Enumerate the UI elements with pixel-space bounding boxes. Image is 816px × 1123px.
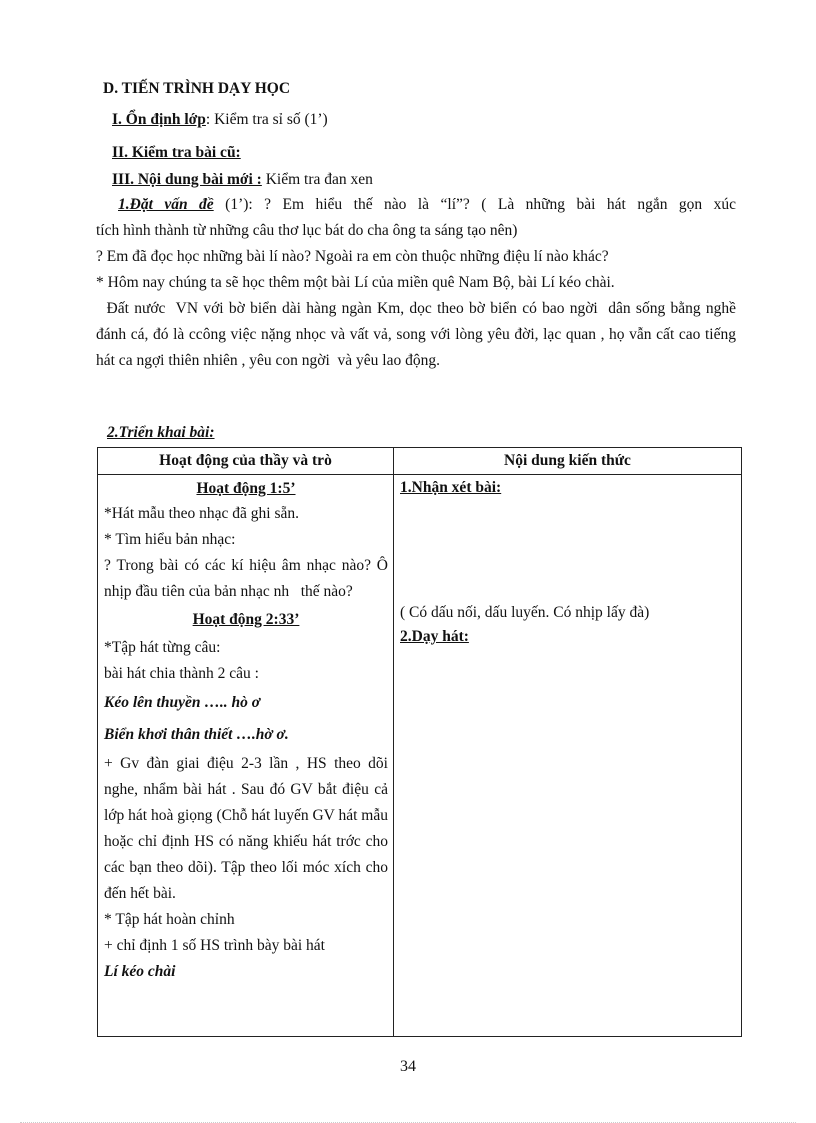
- section-1-label: I. Ổn định lớp: [112, 111, 206, 128]
- knowledge-1-text: ( Có dấu nối, dấu luyến. Có nhịp lấy đà): [400, 604, 650, 621]
- activity-1-title: Hoạt động 1:5’: [196, 480, 296, 497]
- activity-2-line-4: * Tập hát hoàn chỉnh: [104, 911, 235, 928]
- intro-para-4: Đất nước VN với bờ biển dài hàng ngàn Km, dọc theo bờ biển có bao ngời dân sống bằng nghề đánh cá, đó là ccông việc nặng nhọc và vất vả, song với lòng yêu đời, lạc quan , họ vẫn cất cao tiếng hát ca ngợi thiên nhiên , yêu con ngời và yêu lao động.: [96, 300, 740, 369]
- activity-1-line-3: ? Trong bài có các kí hiệu âm nhạc nào? Ô nhịp đầu tiên của bản nhạc nh thế nào?: [104, 557, 392, 600]
- section-2-line: [112, 143, 241, 163]
- section-3-label: III. Nội dung bài mới :: [112, 171, 262, 188]
- activity-2-title: Hoạt động 2:33’: [192, 611, 300, 628]
- table-body-row: [98, 475, 742, 1037]
- intro-line-1: [96, 192, 736, 218]
- page-number: 34: [400, 1058, 416, 1075]
- deploy-heading: [107, 423, 215, 443]
- lesson-table: [97, 447, 742, 1037]
- activities-cell: [98, 475, 394, 1037]
- knowledge-cell: [394, 475, 742, 1037]
- intro-paragraph: [96, 192, 740, 374]
- intro-label: 1.Đặt vấn đề: [118, 196, 214, 213]
- activity-2-line-1: *Tập hát từng câu:: [104, 639, 221, 656]
- section-d-text: D. TIẾN TRÌNH DẠY HỌC: [103, 80, 291, 97]
- intro-line-2: tích hình thành từ những câu thơ lục bát do cha ông ta sáng tạo nên): [96, 222, 518, 239]
- section-d-heading: [103, 79, 290, 99]
- section-1-line: [112, 110, 328, 130]
- knowledge-1-title: 1.Nhận xét bài:: [400, 479, 502, 496]
- intro-para-3: * Hôm nay chúng ta sẽ học thêm một bài Lí của miền quê Nam Bộ, bài Lí kéo chài.: [96, 274, 615, 291]
- knowledge-2-title: 2.Dạy hát:: [400, 628, 469, 645]
- activity-2-line-3: + Gv đàn giai điệu 2-3 lần , HS theo dõi nghe, nhẩm bài hát . Sau đó GV bắt điệu cả lớp hát hoà giọng (Chỗ hát luyến GV hát mẫu hoặc chỉ định HS có năng khiếu hát trớc cho các bạn theo dõi). Tập theo lối móc xích cho đến hết bài.: [104, 755, 388, 902]
- section-1-text: : Kiểm tra sỉ số (1’): [205, 111, 328, 128]
- section-3-line: [112, 170, 373, 190]
- activity-2-verse-2: Biển khơi thân thiết ….hờ ơ.: [104, 726, 289, 743]
- activity-2-verse-1: Kéo lên thuyền ….. hò ơ: [104, 694, 261, 711]
- header-activities: Hoạt động của thầy và trò: [98, 448, 394, 475]
- intro-para-2: ? Em đã đọc học những bài lí nào? Ngoài ra em còn thuộc những điệu lí nào khác?: [96, 248, 609, 265]
- activity-2-line-5: + chỉ định 1 số HS trình bày bài hát: [104, 937, 325, 954]
- intro-line1-rest: (1’): ? Em hiểu thế nào là “lí”? ( Là những bài hát ngắn gọn xúc: [225, 196, 736, 213]
- section-3-text: Kiểm tra đan xen: [261, 171, 373, 188]
- section-2-label: II. Kiểm tra bài cũ:: [112, 144, 241, 161]
- header-knowledge: Nội dung kiến thức: [394, 448, 742, 475]
- table-header-row: [98, 448, 742, 475]
- activity-1-line-2: * Tìm hiểu bản nhạc:: [104, 531, 236, 548]
- activity-2-line-2: bài hát chia thành 2 câu :: [104, 665, 259, 682]
- deploy-label: 2.Triển khai bài:: [107, 424, 215, 441]
- activity-1-line-1: *Hát mẫu theo nhạc đã ghi sẵn.: [104, 505, 299, 522]
- activity-2-song-title: Lí kéo chài: [104, 963, 176, 980]
